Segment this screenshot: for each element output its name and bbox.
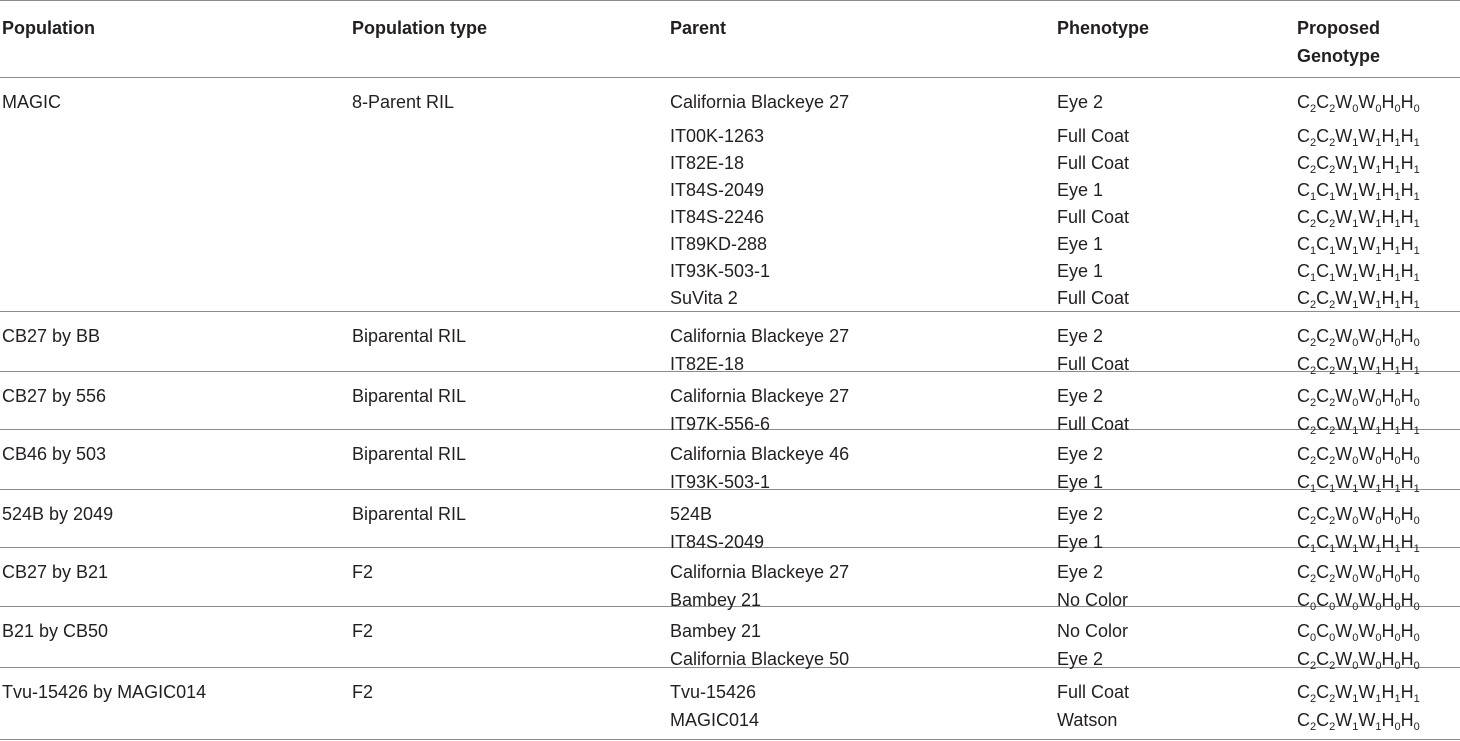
genotype-cell: $C_1C_1W_1W_1H_1H_1$ — [1297, 180, 1420, 203]
genotype-cell: $C_1C_1W_1W_1H_1H_1$ — [1297, 261, 1420, 284]
genotype-cell: $C_2C_2W_0W_0H_0H_0$ — [1297, 326, 1420, 349]
genotype-cell: $C_2C_2W_1W_1H_1H_1$ — [1297, 682, 1420, 705]
parent-cell: IT82E-18 — [670, 153, 745, 173]
population-group — [0, 490, 1460, 555]
parent-cell: IT93K-503-1 — [670, 472, 771, 492]
phenotype-cell: Eye 2 — [1057, 386, 1104, 406]
population-type: Biparental RIL — [352, 326, 467, 346]
phenotype-cell: Watson — [1057, 710, 1118, 730]
parent-cell: IT84S-2049 — [670, 180, 765, 200]
parent-cell: California Blackeye 27 — [670, 562, 850, 582]
genotype-cell: $C_1C_1W_1W_1H_1H_1$ — [1297, 234, 1420, 257]
table-row — [0, 322, 1460, 350]
population-type: Biparental RIL — [352, 386, 467, 406]
phenotype-cell: Eye 1 — [1057, 261, 1104, 281]
genotype-cell: $C_2C_2W_1W_1H_1H_1$ — [1297, 414, 1420, 437]
phenotype-cell: Full Coat — [1057, 126, 1130, 146]
table-row — [0, 122, 1460, 150]
population-group — [0, 548, 1460, 613]
population-name: B21 by CB50 — [2, 621, 109, 641]
table-row — [0, 284, 1460, 312]
parent-cell: MAGIC014 — [670, 710, 760, 730]
parent-cell: IT84S-2246 — [670, 207, 765, 227]
genotype-cell: $C_2C_2W_0W_0H_0H_0$ — [1297, 92, 1420, 115]
genotype-cell: $C_1C_1W_1W_1H_1H_1$ — [1297, 532, 1420, 555]
parent-cell: California Blackeye 50 — [670, 649, 850, 669]
parent-cell: IT00K-1263 — [670, 126, 765, 146]
genotype-cell: $C_2C_2W_0W_0H_0H_0$ — [1297, 562, 1420, 585]
table-row — [0, 176, 1460, 204]
table-row — [0, 382, 1460, 410]
table-row — [0, 88, 1460, 116]
phenotype-cell: Eye 2 — [1057, 649, 1104, 669]
population-name: CB46 by 503 — [2, 444, 107, 464]
table-row — [0, 203, 1460, 231]
table-row — [0, 257, 1460, 285]
parent-cell: California Blackeye 27 — [670, 386, 850, 406]
population-group — [0, 372, 1460, 437]
phenotype-cell: Eye 2 — [1057, 504, 1104, 524]
phenotype-cell: Eye 2 — [1057, 326, 1104, 346]
phenotype-cell: Full Coat — [1057, 682, 1130, 702]
population-group — [0, 668, 1460, 740]
population-type: F2 — [352, 621, 374, 641]
phenotype-cell: Eye 1 — [1057, 532, 1104, 552]
parent-cell: IT97K-556-6 — [670, 414, 771, 434]
header-genotype-line2: Genotype — [1297, 46, 1381, 66]
phenotype-cell: No Color — [1057, 590, 1129, 610]
parent-cell: Bambey 21 — [670, 621, 762, 641]
table-row — [0, 617, 1460, 645]
header-parent: Parent — [670, 18, 727, 38]
header-population: Population — [2, 18, 95, 38]
parent-cell: California Blackeye 27 — [670, 326, 850, 346]
genotype-cell: $C_2C_2W_0W_0H_0H_0$ — [1297, 386, 1420, 409]
genotype-cell: $C_0C_0W_0W_0H_0H_0$ — [1297, 621, 1420, 644]
genotype-cell: $C_2C_2W_1W_1H_1H_1$ — [1297, 207, 1420, 230]
genotype-cell: $C_2C_2W_0W_0H_0H_0$ — [1297, 444, 1420, 467]
header-proposed-genotype — [1297, 14, 1380, 70]
parent-cell: SuVita 2 — [670, 288, 738, 308]
table-row — [0, 440, 1460, 468]
phenotype-cell: Eye 1 — [1057, 180, 1104, 200]
genotype-cell: $C_2C_2W_1W_1H_1H_1$ — [1297, 354, 1420, 377]
phenotype-cell: Eye 2 — [1057, 92, 1104, 112]
parent-cell: California Blackeye 27 — [670, 92, 850, 112]
population-type: Biparental RIL — [352, 444, 467, 464]
population-group — [0, 607, 1460, 672]
parent-cell: IT84S-2049 — [670, 532, 765, 552]
table-row — [0, 678, 1460, 706]
phenotype-cell: Full Coat — [1057, 354, 1130, 374]
parent-cell: IT89KD-288 — [670, 234, 768, 254]
header-genotype-line1: Proposed — [1297, 18, 1381, 38]
genotype-cell: $C_1C_1W_1W_1H_1H_1$ — [1297, 472, 1420, 495]
header-phenotype: Phenotype — [1057, 18, 1150, 38]
phenotype-cell: Eye 1 — [1057, 472, 1104, 492]
genotype-cell: $C_2C_2W_1W_1H_0H_0$ — [1297, 710, 1420, 733]
population-name: Tvu-15426 by MAGIC014 — [2, 682, 207, 702]
phenotype-cell: Full Coat — [1057, 414, 1130, 434]
population-name: CB27 by BB — [2, 326, 101, 346]
table-header — [0, 0, 1460, 78]
population-group — [0, 430, 1460, 495]
parent-cell: California Blackeye 46 — [670, 444, 850, 464]
parent-cell: Bambey 21 — [670, 590, 762, 610]
phenotype-cell: Eye 2 — [1057, 562, 1104, 582]
population-type: 8-Parent RIL — [352, 92, 455, 112]
genotype-cell: $C_2C_2W_1W_1H_1H_1$ — [1297, 288, 1420, 311]
parent-cell: IT82E-18 — [670, 354, 745, 374]
table-row — [0, 706, 1460, 734]
phenotype-cell: No Color — [1057, 621, 1129, 641]
genotype-cell: $C_2C_2W_0W_0H_0H_0$ — [1297, 649, 1420, 672]
genotype-cell: $C_2C_2W_0W_0H_0H_0$ — [1297, 504, 1420, 527]
genotype-cell: $C_2C_2W_1W_1H_1H_1$ — [1297, 126, 1420, 149]
table-row — [0, 558, 1460, 586]
phenotype-cell: Full Coat — [1057, 288, 1130, 308]
parent-cell: IT93K-503-1 — [670, 261, 771, 281]
parent-cell: 524B — [670, 504, 713, 524]
population-group — [0, 312, 1460, 377]
table-row — [0, 149, 1460, 177]
header-population-type: Population type — [352, 18, 487, 38]
population-group — [0, 78, 1460, 312]
phenotype-cell: Full Coat — [1057, 153, 1130, 173]
population-type: Biparental RIL — [352, 504, 467, 524]
population-name: CB27 by 556 — [2, 386, 107, 406]
population-name: MAGIC — [2, 92, 62, 112]
population-name: 524B by 2049 — [2, 504, 114, 524]
phenotype-cell: Eye 1 — [1057, 234, 1104, 254]
phenotype-cell: Eye 2 — [1057, 444, 1104, 464]
population-type: F2 — [352, 682, 374, 702]
phenotype-cell: Full Coat — [1057, 207, 1130, 227]
genotype-cell: $C_2C_2W_1W_1H_1H_1$ — [1297, 153, 1420, 176]
population-type: F2 — [352, 562, 374, 582]
genotype-cell: $C_0C_0W_0W_0H_0H_0$ — [1297, 590, 1420, 613]
population-name: CB27 by B21 — [2, 562, 109, 582]
parent-cell: Tvu-15426 — [670, 682, 757, 702]
table-row — [0, 230, 1460, 258]
table-row — [0, 500, 1460, 528]
